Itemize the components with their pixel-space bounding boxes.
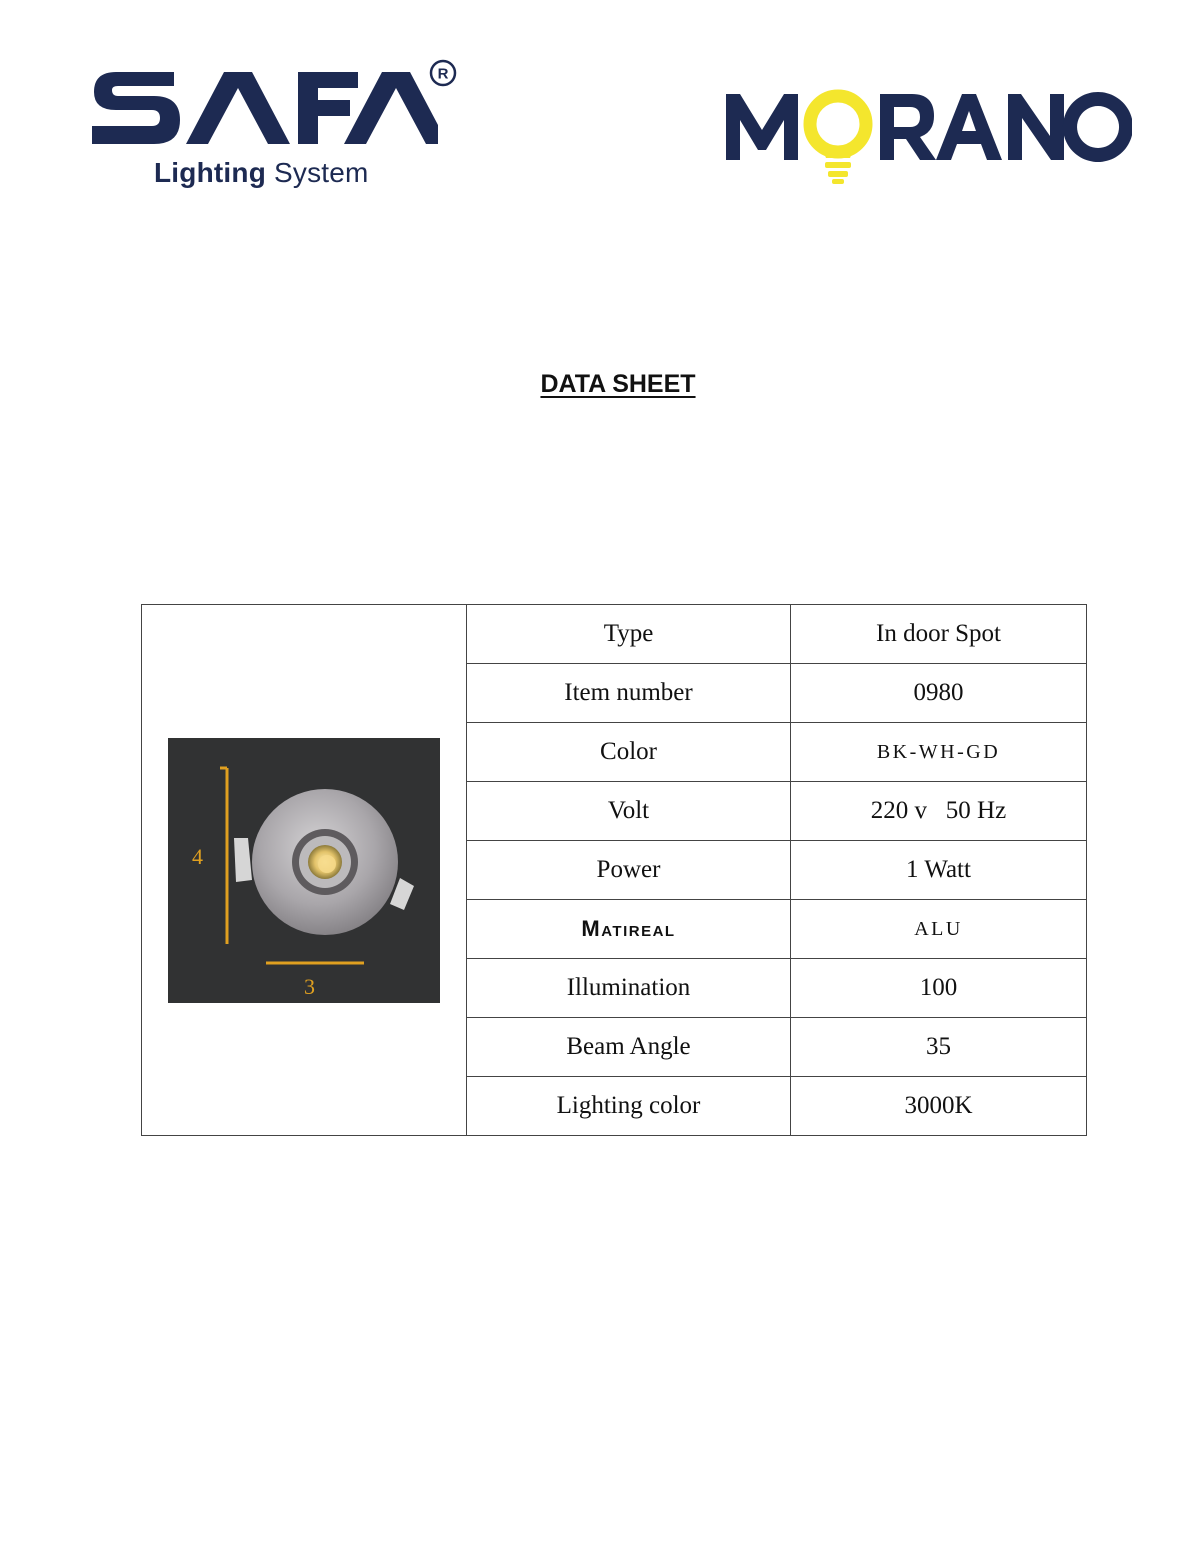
- spec-value: 0980: [791, 664, 1087, 723]
- spec-table: [141, 604, 1087, 1136]
- spec-value: 3000K: [791, 1077, 1087, 1136]
- product-image-cell: [142, 605, 467, 1136]
- safa-subtitle-bold: Lighting: [154, 157, 267, 188]
- spec-value: 35: [791, 1018, 1087, 1077]
- table-row: [142, 605, 1087, 664]
- registered-mark: [428, 58, 458, 88]
- spec-label: Illumination: [467, 959, 791, 1018]
- svg-text:R: R: [437, 65, 449, 83]
- product-photo: [168, 738, 440, 1003]
- safa-subtitle: [154, 157, 369, 189]
- lightbulb-icon: [810, 96, 866, 184]
- width-dimension-label: 3: [304, 973, 315, 999]
- spec-label: Type: [467, 605, 791, 664]
- page-title: DATA SHEET: [540, 370, 696, 398]
- spec-label: Matireal: [467, 900, 791, 959]
- spec-value: ALU: [791, 900, 1087, 959]
- safa-wordmark: [88, 58, 438, 150]
- safa-subtitle-regular: System: [274, 157, 369, 188]
- spec-value: In door Spot: [791, 605, 1087, 664]
- height-dimension-label: 4: [192, 843, 203, 869]
- spec-label: Beam Angle: [467, 1018, 791, 1077]
- morano-wordmark: [722, 82, 1132, 192]
- spec-value: 100: [791, 959, 1087, 1018]
- safa-logo: [88, 58, 468, 198]
- morano-logo: [722, 82, 1132, 192]
- spec-label: Item number: [467, 664, 791, 723]
- spec-label: Volt: [467, 782, 791, 841]
- spec-value: 220 v 50 Hz: [791, 782, 1087, 841]
- spec-label: Color: [467, 723, 791, 782]
- spec-value: BK-WH-GD: [791, 723, 1087, 782]
- spec-value: 1 Watt: [791, 841, 1087, 900]
- spec-label: Power: [467, 841, 791, 900]
- spec-label: Lighting color: [467, 1077, 791, 1136]
